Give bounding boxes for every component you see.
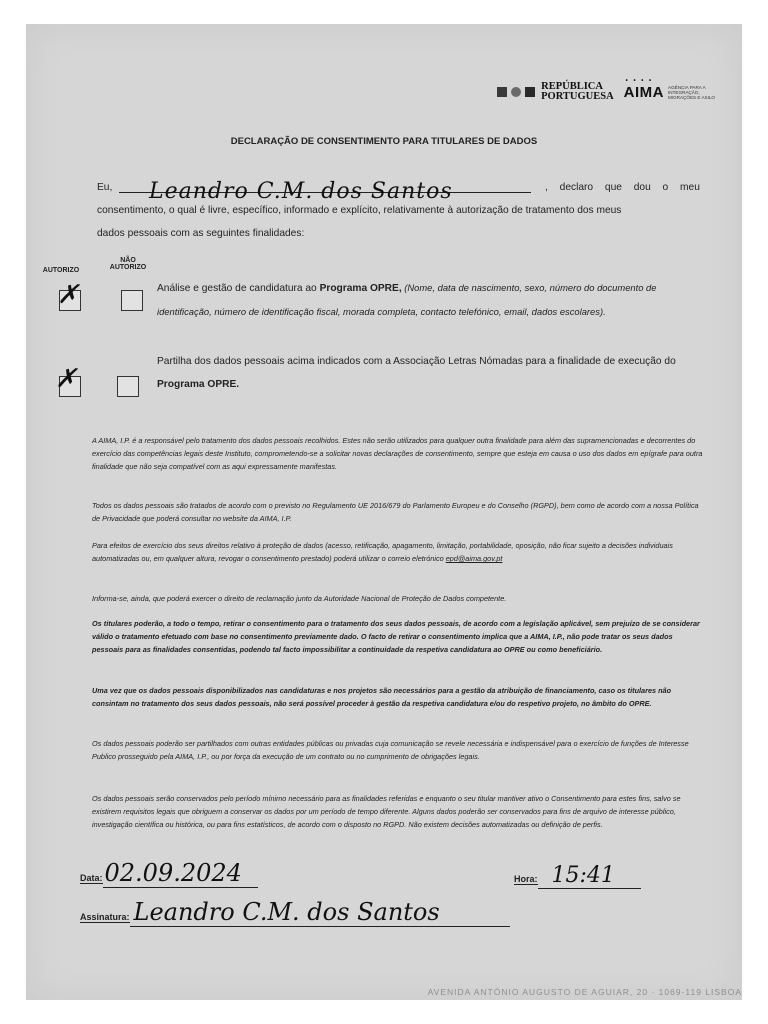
column-header-not-authorize-line1: NÃO [120,257,136,264]
flag-square-green-icon [497,87,507,97]
footer-address: AVENIDA ANTÓNIO AUGUSTO DE AGUIAR, 20 · 1069-119 LISBOA [427,987,742,997]
agency-acronym-text: AIMA [623,83,664,101]
declaration-prefix: Eu, [97,182,113,193]
hour-value[interactable]: 15:41 [538,863,641,889]
date-row [80,859,258,888]
declaration-line1: , declaro que dou o meu [545,182,700,193]
name-field[interactable] [119,179,531,204]
legal-paragraph-7: Os dados pessoais poderão ser partilhados com outras entidades públicas ou privadas cuja comunicação se revele necessária e indispensável para o exercício de funções de Interesse Publico prosseguido pela AIMA, I.P., ou por força da execução de um contrato ou no cumprimento de obrigações legais. [92,739,689,762]
legal-paragraph-3 [92,539,704,565]
date-value[interactable]: 02.09.2024 [103,859,258,888]
option-2-program: Programa OPRE. [157,379,240,390]
hour-label: Hora: [514,874,538,884]
document-title: DECLARAÇÃO DE CONSENTIMENTO PARA TITULARES DE DADOS [230,136,538,147]
flag-circle-icon [511,87,521,97]
legal-paragraph-2: Todos os dados pessoais são tratados de acordo com o previsto no Regulamento UE 2016/679 do Parlamento Europeu e do Conselho (RGPD), bem como de acordo com a nossa Política de Privacidade que poderá consultar no website da AIMA, I.P. [92,501,699,524]
legal-paragraph-8: Os dados pessoais serão conservados pelo período mínimo necessário para as finalidades referidas e enquanto o seu titular mantiver ativo o Consentimento para estes fins, salvo se existirem requisitos legais que obriguem a conservar os dados por um período de tempo diferente. Alguns dados poderão ser conservados para fins de arquivo de interesse público, investigação científica ou histórica, ou para fins estatísticos, de acordo com o disposto no RGPD. Não existem decisões automatizadas ou definição de perfis. [92,794,681,830]
checkmark-x-icon: ✗ [55,364,77,394]
option-2-text [157,350,687,396]
legal-paragraph-4: Informa-se, ainda, que poderá exercer o direito de reclamação junto da Autoridade Nacional de Proteção de Dados competente. [92,594,507,603]
date-label: Data: [80,873,103,883]
option-1-program: Programa OPRE, [319,283,402,294]
column-header-not-authorize [102,257,154,271]
option-1-label: Análise e gestão de candidatura ao [157,283,320,294]
option-1-text [157,276,687,324]
not-authorize-checkbox-2[interactable] [117,376,139,397]
legal-paragraph-3-text: Para efeitos de exercício dos seus direitos relativo à proteção de dados (acesso, retificação, apagamento, limitação, portabilidade, oposição, não ficar sujeito a decisões individuais automatizadas ou, em qualquer altura, revogar o consentimento prestado) poderá utilizar o correio eletrónico [92,541,673,564]
declaration-line2: consentimento, o qual é livre, específico, informado e explícito, relativamente à autorização de tratamento dos meus [97,205,622,216]
column-header-authorize: AUTORIZO [42,267,80,274]
checkmark-x-icon: ✗ [57,280,79,310]
gov-name-line1: REPÚBLICA [541,81,603,92]
flag-square-dark-icon [525,87,535,97]
header-logo [497,77,716,102]
dpo-email-link[interactable]: epd@aima.gov.pt [445,554,503,564]
gov-name [541,82,614,102]
legal-paragraph-6: Uma vez que os dados pessoais disponibilizados nas candidaturas e nos projetos são necessários para a gestão da atribuição de financiamento, caso os titulares não consintam no tratamento dos seus dados pessoais, não será possível proceder à gestão da respetiva candidatura e/ou do respetivo projeto, no âmbito do OPRE. [92,686,672,709]
agency-acronym [623,77,664,101]
option-2-label: Partilha dos dados pessoais acima indicados com a Associação Letras Nómadas para a finalidade de execução do [157,356,676,367]
signature-value[interactable]: Leandro C.M. dos Santos [130,898,510,927]
gov-name-line2: PORTUGUESA [541,91,614,102]
hour-row [514,863,641,889]
agency-full-name: AGÊNCIA PARA A INTEGRAÇÃO, MIGRAÇÕES E ASILO [668,84,715,100]
legal-paragraph-1: A AIMA, I.P. é a responsável pelo tratamento dos dados pessoais recolhidos. Estes não serão utilizados para qualquer outra finalidade para além das supramencionadas e decorrentes do exercício das competências legais deste Instituto, comprometendo-se a solicitar novas declarações de consentimento, sempre que esteja em causa o uso dos dados em epígrafe para outra finalidade que não seja compatível com as aqui expressamente manifestas. [92,436,703,472]
agency-dots-icon: • • • • [625,77,654,84]
column-header-not-authorize-line2: AUTORIZO [109,264,147,271]
document-page [26,24,742,1000]
declaration-line3: dados pessoais com as seguintes finalidades: [97,228,305,239]
signature-label: Assinatura: [80,912,130,922]
signature-row [80,898,510,927]
option-1-details: (Nome, data de nascimento, sexo, número do documento de identificação, número de identificação fiscal, morada completa, contacto telefónico, email, dados escolares). [157,282,657,317]
handwritten-name: Leandro C.M. dos Santos [149,179,453,204]
not-authorize-checkbox-1[interactable] [121,290,143,311]
legal-paragraph-5: Os titulares poderão, a todo o tempo, retirar o consentimento para o tratamento dos seus dados pessoais, de acordo com a legislação aplicável, sem prejuízo de se considerar válido o tratamento efetuado com base no consentimento previamente dado. O facto de retirar o consentimento implica que a AIMA, I.P., não pode tratar os seus dados pessoais para as finalidades consentidas, podendo tal facto impossibilitar a continuidade da respetiva candidatura ao OPRE ou como beneficiário. [92,619,700,655]
